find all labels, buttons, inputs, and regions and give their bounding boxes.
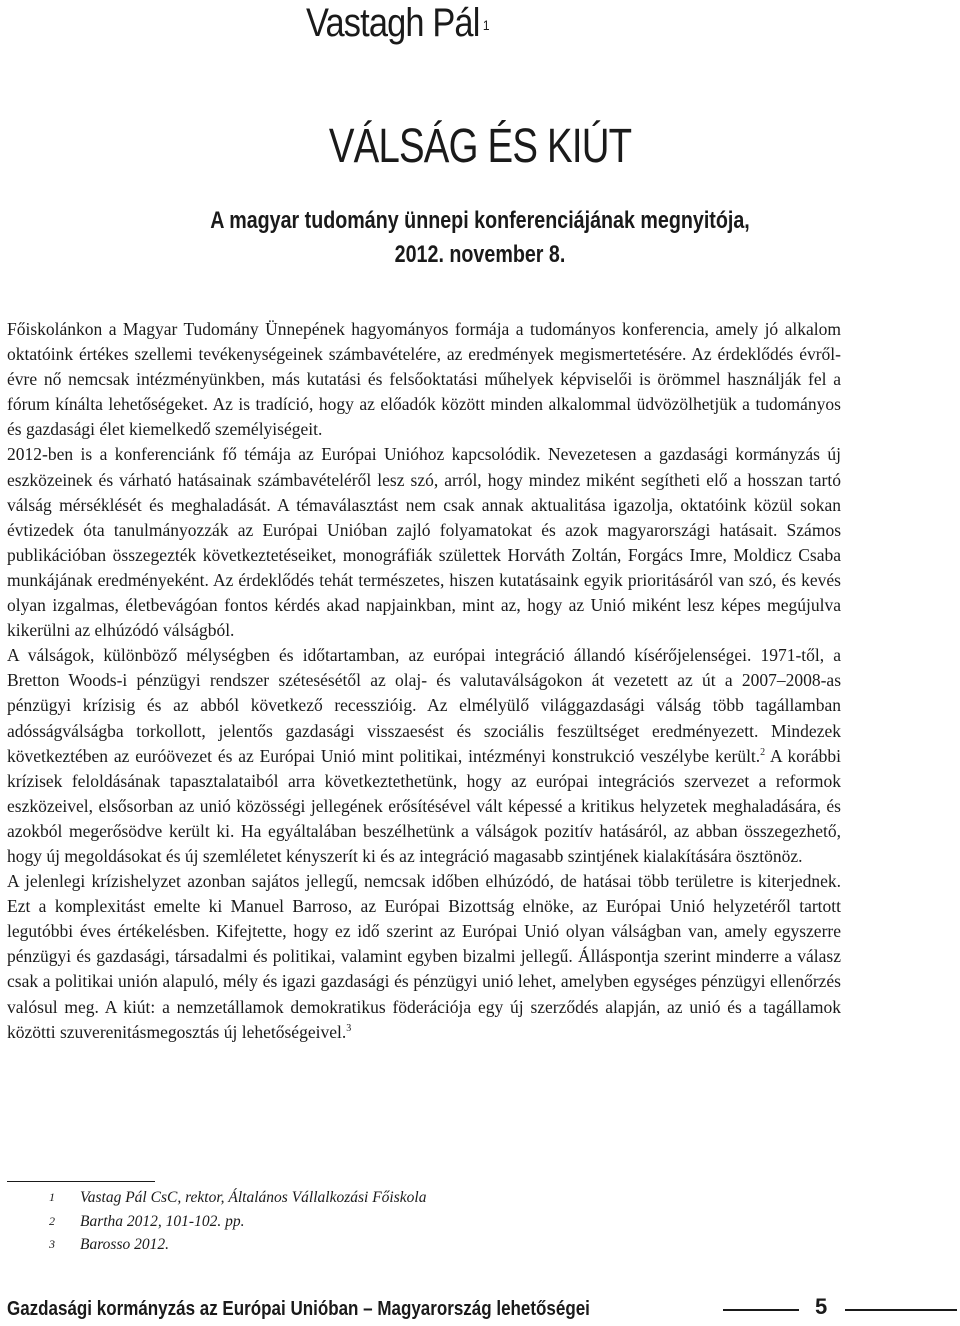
footnote-2 bbox=[7, 1210, 841, 1234]
page-number: 5 bbox=[815, 1294, 828, 1319]
article-title bbox=[0, 120, 960, 174]
body-text bbox=[7, 317, 841, 1045]
paragraph-3 bbox=[7, 643, 841, 869]
paragraph-4-text: A jelenlegi krízishelyzet azonban sajátos jellegű, nemcsak időben elhúzódó, de hatásai több területre is kiterjednek. Ezt a komplexitást emelte ki Manuel Barroso, az Európai Bizottság elnöke, az Európai Unió helyzetéről tartott legutóbbi éves értékelésben. Kifejtette, hogy ez idő szerint az Európai Unió olyan válságban van, amely egyszerre pénzügyi és gazdasági, társadalmi és politikai, valamint egyben bizalmi jellegű. Álláspontja szerint minderre a válasz csak a politikai unión alapuló, mély és igazi gazdasági és pénzügyi unió lehet, amelyben egységes pénzügyi ellenőrzés valósul meg. A kiút: a nemzetállamok demokratikus föderációja egy új szerződés alapján, az unió és a tagállamok közötti szuverenitásmegosztás új lehetőségeivel. bbox=[7, 871, 841, 1042]
footnote-number: 3 bbox=[49, 1237, 55, 1251]
footnotes bbox=[7, 1186, 841, 1257]
author-footnote-ref[interactable]: 1 bbox=[482, 17, 489, 33]
paragraph-2: 2012-ben is a konferenciánk fő témája az Európai Unióhoz kapcsolódik. Nevezetesen a gazdasági kormányzás új eszközeinek és várható hatásainak számbavételéről lesz szó, arról, hogy mindez miként segítheti elő a hosszan tartó válság mérséklését és meghaladását. A témaválasztást nem csak annak aktualitása igazolja, oktatóink közül sokan évtizedek óta tanulmányozzák az Európai Unióban zajló folyamatokat és azok magyarországi hatásait. Számos publikációban összegezték következtetéseiket, monográfiák születtek Horváth Zoltán, Forgács Imre, Moldicz Csaba munkájának eredményeként. Az érdeklődés tehát természetes, hiszen kutatásaink egyik prioritásáról van szó, és kevés olyan izgalmas, életbevágóan fontos kérdés akad napjainkban, mint az, hogy az Unió miként lesz képes megújulva kikerülni az elhúzódó válságból. bbox=[7, 444, 841, 641]
footnote-text: Barosso 2012. bbox=[80, 1236, 169, 1253]
paragraph-1: Főiskolánkon a Magyar Tudomány Ünnepének hagyományos formája a tudományos konferencia, amely jó alkalom oktatóink értékes szellemi tevékenységeinek számbavételére, az eredmények megismertetésére. Az érdeklődés évről-évre nő nemcsak intézményünkben, más kutatási és felsőoktatási műhelyek képviselői is örömmel használják fel a fórum kínálta lehetőségeket. Az is tradíció, hogy az előadók között minden alkalommal üdvözölhetjük a tudományos és gazdasági élet kiemelkedő személyiségeit. bbox=[7, 319, 841, 440]
footnote-1 bbox=[7, 1186, 841, 1210]
article-subtitle bbox=[0, 204, 960, 272]
running-title: Gazdasági kormányzás az Európai Unióban – Magyarország lehetőségei bbox=[7, 1297, 590, 1320]
footnote-text: Bartha 2012, 101-102. pp. bbox=[80, 1212, 245, 1230]
paragraph-3-part-b: A korábbi krízisek feloldásának tapasztalataiból arra következtethetünk, hogy az európai integrációs szervezet a reformok eszközeivel, elsősorban az unió közösségi jellegének erősítésével vált képessé a kritikus helyzetek meghaladására, és azokból megerősödve került ki. Ha egyáltalában beszélhetünk a válságok pozitív hatásáról, az abban összegezhető, hogy új megoldásokat és új szemléletet kényszerít ki és az integráció magasabb szintjének kialakítására ösztönöz. bbox=[7, 745, 841, 866]
footnote-3 bbox=[7, 1233, 841, 1257]
author-name-text: Vastagh Pál bbox=[306, 1, 480, 45]
article-title-text: VÁLSÁG ÉS KIÚT bbox=[328, 120, 632, 173]
paragraph-3-part-a: A válságok, különböző mélységben és időtartamban, az európai integráció állandó kísérőjelenségei. 1971-től, a Bretton Woods-i pénzügyi rendszer szétesésétől az olaj- és valutaválságokon át vezetett az út a 2007–2008-as pénzügyi krízisig és az abból következő recesszióig. Az elmélyülő világgazdasági válság több tagállamban adósságválságba torkollott, jelentős gazdasági visszaesést és szociális feszültséget eredményezett. Mindezek következtében az euróövezet és az Európai Unió mint politikai, intézményi konstrukció veszélybe került. bbox=[7, 645, 841, 766]
footnote-number: 1 bbox=[49, 1190, 55, 1204]
footer-rule-right bbox=[845, 1309, 957, 1311]
footnote-text: Vastag Pál CsC, rektor, Általános Vállalkozási Főiskola bbox=[80, 1189, 427, 1206]
footer-rule-left bbox=[723, 1309, 799, 1311]
footnote-ref-3[interactable]: 3 bbox=[346, 1022, 352, 1034]
footnote-divider bbox=[7, 1181, 155, 1182]
footnote-number: 2 bbox=[49, 1213, 55, 1228]
footnote-ref-2[interactable]: 2 bbox=[760, 746, 766, 758]
paragraph-4 bbox=[7, 869, 841, 1045]
author-name bbox=[306, 0, 489, 46]
running-footer bbox=[7, 1292, 957, 1326]
subtitle-line-2: 2012. november 8. bbox=[394, 241, 566, 268]
subtitle-line-1: A magyar tudomány ünnepi konferenciájának megnyitója, bbox=[210, 207, 750, 234]
